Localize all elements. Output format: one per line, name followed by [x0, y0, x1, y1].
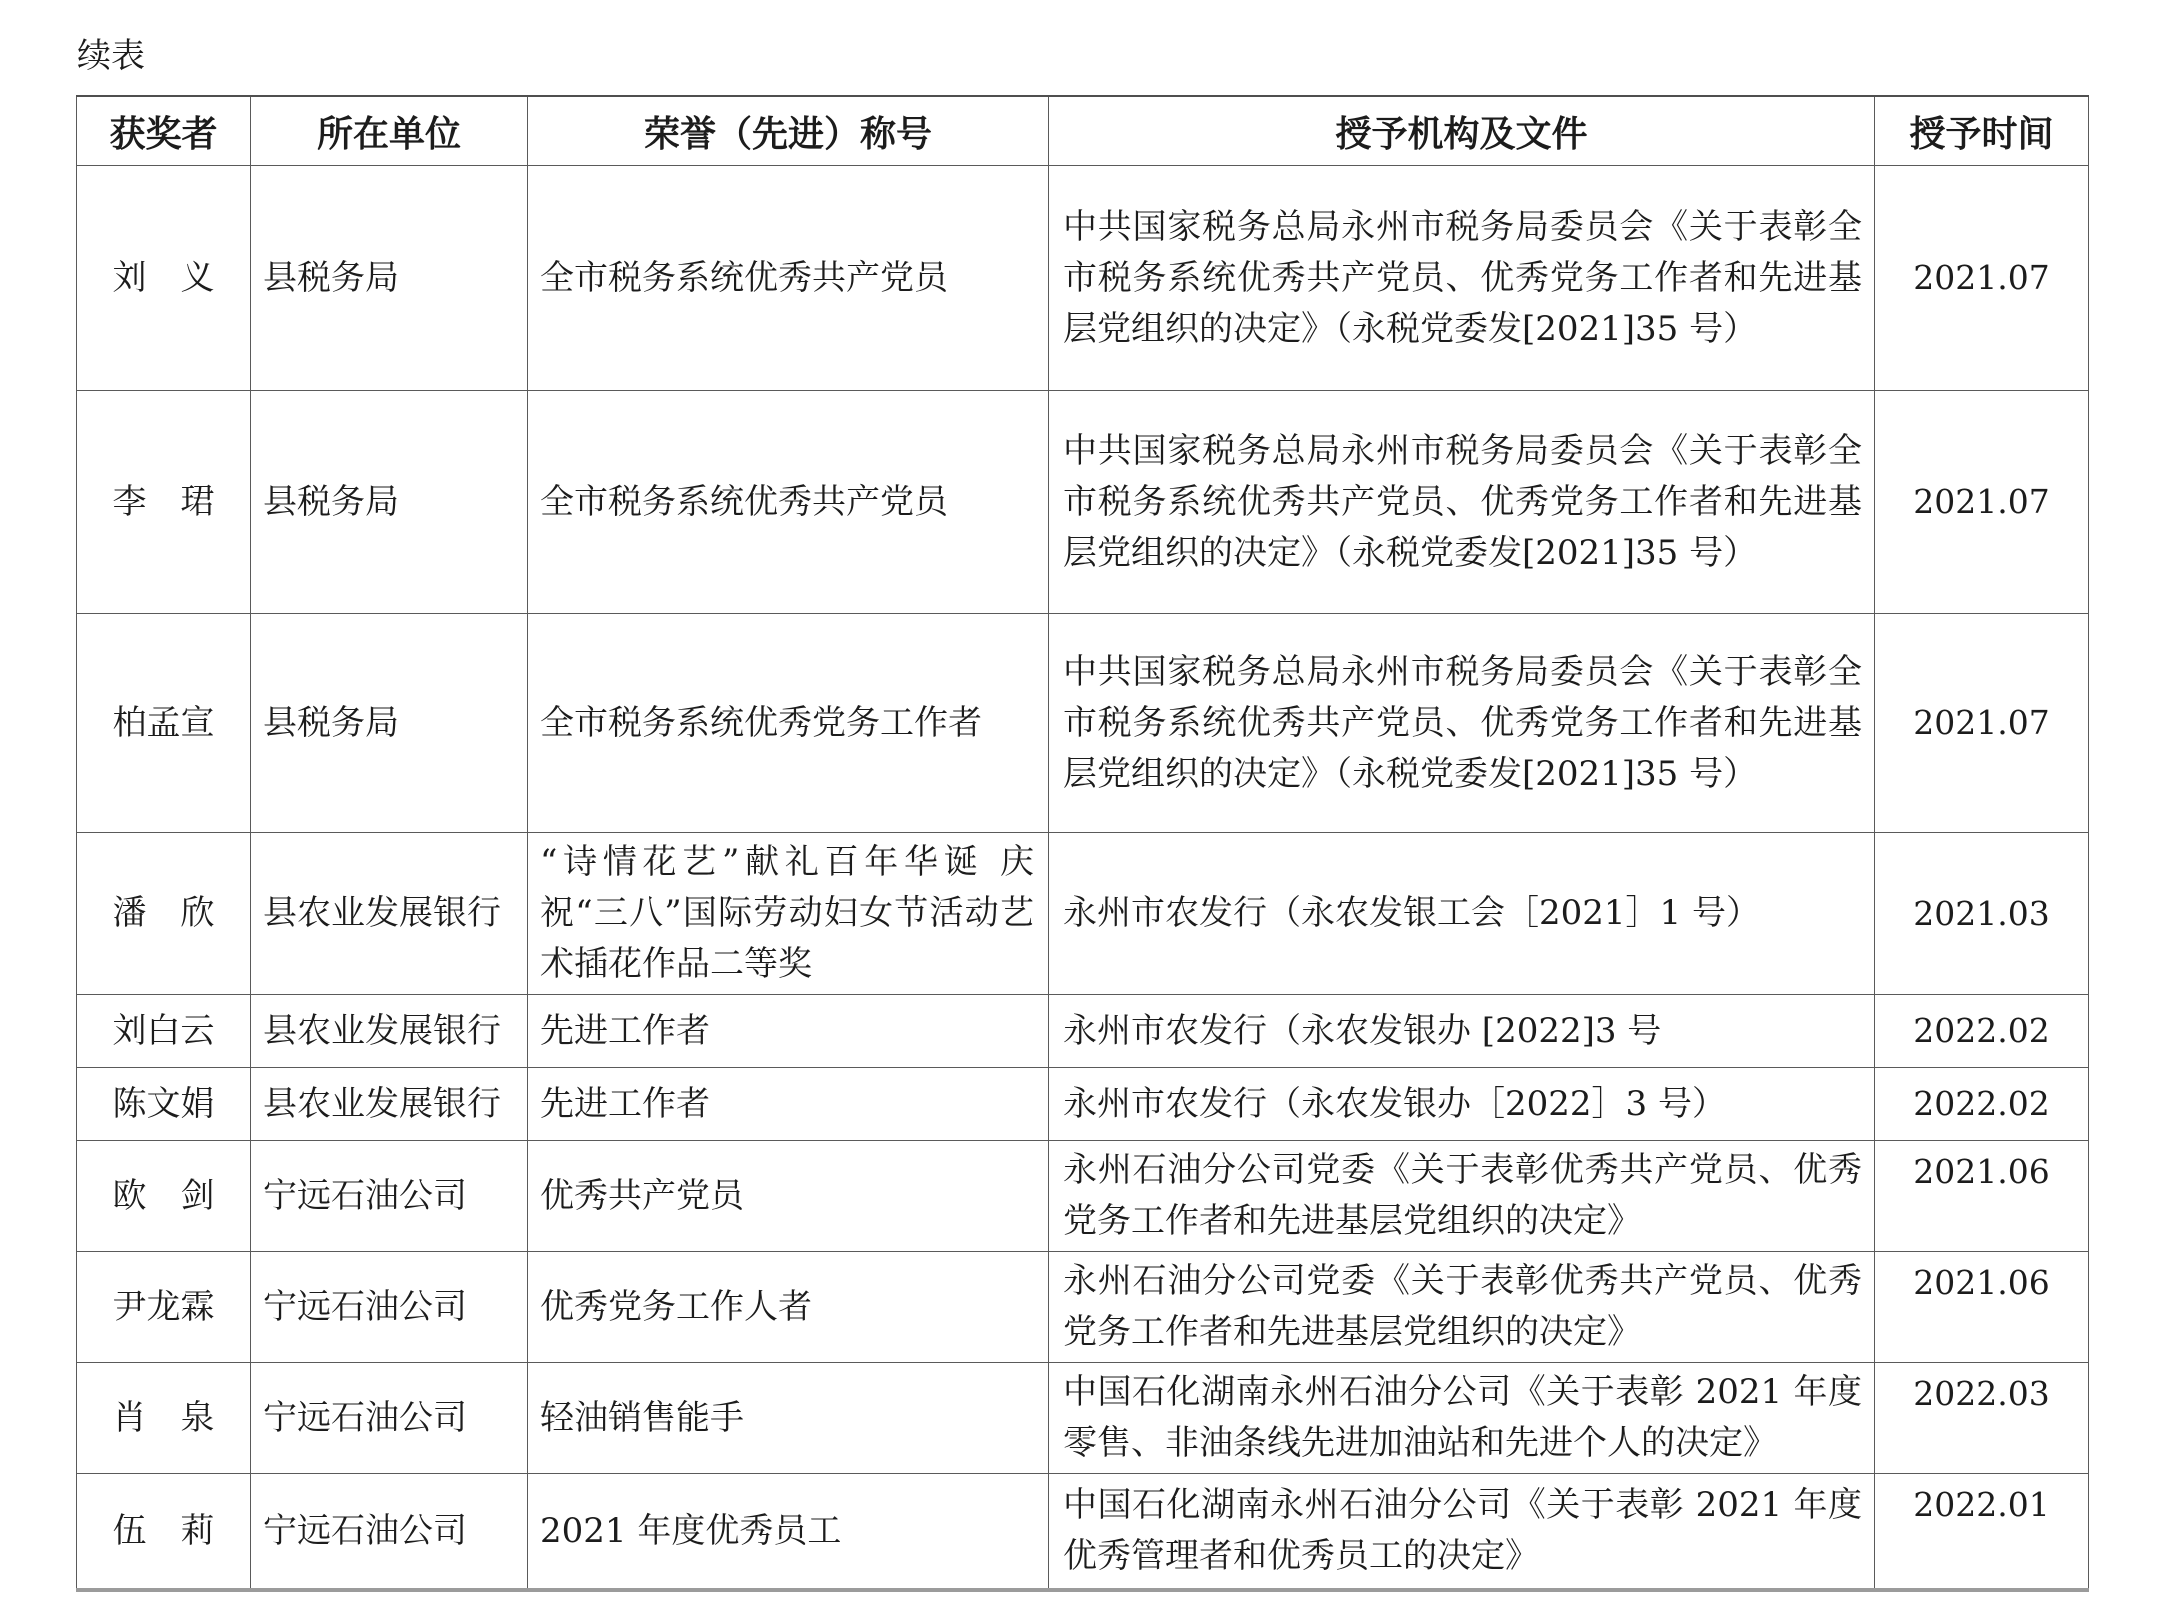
cell-date: 2021.07 [1875, 166, 2089, 391]
table-row [77, 1068, 2089, 1141]
cell-recipient: 柏孟宣 [77, 614, 251, 833]
cell-honor: 先进工作者 [528, 995, 1049, 1068]
cell-document: 中共国家税务总局永州市税务局委员会《关于表彰全市税务系统优秀共产党员、优秀党务工作者和先进基层党组织的决定》（永税党委发[2021]35 号） [1049, 614, 1875, 833]
cell-recipient: 陈文娟 [77, 1068, 251, 1141]
awards-table [76, 95, 2089, 1592]
cell-honor: 全市税务系统优秀党务工作者 [528, 614, 1049, 833]
table-row [77, 1141, 2089, 1252]
table-row [77, 614, 2089, 833]
cell-date: 2022.01 [1875, 1474, 2089, 1591]
col-header-document: 授予机构及文件 [1049, 96, 1875, 166]
table-row [77, 1252, 2089, 1363]
cell-honor: 2021 年度优秀员工 [528, 1474, 1049, 1591]
table-row [77, 166, 2089, 391]
cell-date: 2021.07 [1875, 391, 2089, 614]
cell-unit: 县税务局 [251, 166, 528, 391]
cell-document: 中国石化湖南永州石油分公司《关于表彰 2021 年度零售、非油条线先进加油站和先进个人的决定》 [1049, 1363, 1875, 1474]
table-row [77, 995, 2089, 1068]
cell-document: 永州石油分公司党委《关于表彰优秀共产党员、优秀党务工作者和先进基层党组织的决定》 [1049, 1141, 1875, 1252]
col-header-honor: 荣誉（先进）称号 [528, 96, 1049, 166]
cell-unit: 县农业发展银行 [251, 833, 528, 995]
cell-document: 永州市农发行（永农发银办 [2022]3 号 [1049, 995, 1875, 1068]
cell-honor: 全市税务系统优秀共产党员 [528, 391, 1049, 614]
cell-recipient: 李 珺 [77, 391, 251, 614]
cell-date: 2021.07 [1875, 614, 2089, 833]
cell-unit: 宁远石油公司 [251, 1141, 528, 1252]
cell-honor: “诗情花艺”献礼百年华诞 庆祝“三八”国际劳动妇女节活动艺术插花作品二等奖 [528, 833, 1049, 995]
cell-honor: 全市税务系统优秀共产党员 [528, 166, 1049, 391]
col-header-recipient: 获奖者 [77, 96, 251, 166]
cell-document: 中共国家税务总局永州市税务局委员会《关于表彰全市税务系统优秀共产党员、优秀党务工作者和先进基层党组织的决定》（永税党委发[2021]35 号） [1049, 166, 1875, 391]
cell-date: 2022.03 [1875, 1363, 2089, 1474]
cell-recipient: 尹龙霖 [77, 1252, 251, 1363]
cell-document: 中共国家税务总局永州市税务局委员会《关于表彰全市税务系统优秀共产党员、优秀党务工作者和先进基层党组织的决定》（永税党委发[2021]35 号） [1049, 391, 1875, 614]
cell-recipient: 刘 义 [77, 166, 251, 391]
cell-unit: 宁远石油公司 [251, 1252, 528, 1363]
cell-unit: 县税务局 [251, 391, 528, 614]
cell-document: 永州市农发行（永农发银工会［2021］1 号） [1049, 833, 1875, 995]
table-row [77, 391, 2089, 614]
col-header-date: 授予时间 [1875, 96, 2089, 166]
table-row [77, 1474, 2089, 1591]
cell-honor: 优秀共产党员 [528, 1141, 1049, 1252]
cell-document: 永州市农发行（永农发银办［2022］3 号） [1049, 1068, 1875, 1141]
cell-unit: 宁远石油公司 [251, 1474, 528, 1591]
cell-date: 2021.03 [1875, 833, 2089, 995]
cell-unit: 县农业发展银行 [251, 995, 528, 1068]
cell-honor: 优秀党务工作人者 [528, 1252, 1049, 1363]
cell-recipient: 伍 莉 [77, 1474, 251, 1591]
cell-document: 永州石油分公司党委《关于表彰优秀共产党员、优秀党务工作者和先进基层党组织的决定》 [1049, 1252, 1875, 1363]
cell-document: 中国石化湖南永州石油分公司《关于表彰 2021 年度优秀管理者和优秀员工的决定》 [1049, 1474, 1875, 1591]
cell-recipient: 欧 剑 [77, 1141, 251, 1252]
cell-date: 2021.06 [1875, 1252, 2089, 1363]
cell-date: 2022.02 [1875, 995, 2089, 1068]
cell-unit: 县税务局 [251, 614, 528, 833]
table-row [77, 833, 2089, 995]
cell-unit: 县农业发展银行 [251, 1068, 528, 1141]
table-row [77, 1363, 2089, 1474]
cell-honor: 轻油销售能手 [528, 1363, 1049, 1474]
cell-recipient: 潘 欣 [77, 833, 251, 995]
cell-recipient: 刘白云 [77, 995, 251, 1068]
continued-table-label: 续表 [77, 36, 145, 76]
cell-date: 2021.06 [1875, 1141, 2089, 1252]
cell-date: 2022.02 [1875, 1068, 2089, 1141]
header-row [77, 96, 2089, 166]
col-header-unit: 所在单位 [251, 96, 528, 166]
cell-unit: 宁远石油公司 [251, 1363, 528, 1474]
cell-honor: 先进工作者 [528, 1068, 1049, 1141]
cell-recipient: 肖 泉 [77, 1363, 251, 1474]
